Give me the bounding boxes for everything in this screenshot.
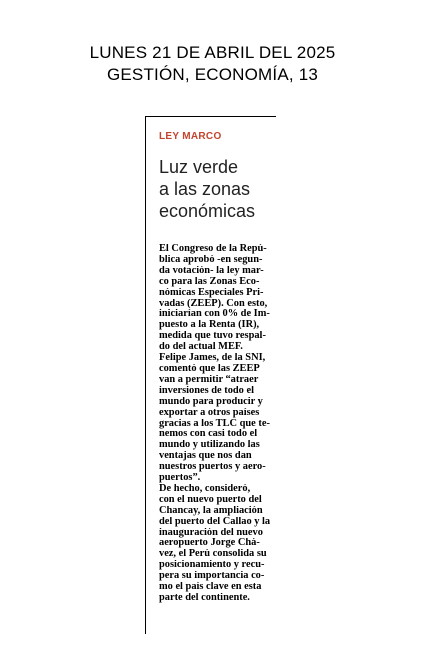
body-line: gracias a los TLC que te- [159,418,270,429]
body-line: pera su importancia co- [159,571,265,582]
clipping-header [0,42,425,86]
news-article [159,130,275,604]
article-body [159,244,275,604]
body-line: iniciarían con 0% de Im- [159,309,270,320]
headline-line: Luz verde [159,157,239,177]
body-line: van a permitir “atraer [159,374,259,385]
body-line: posicionamiento y recu- [159,560,265,571]
body-line: parte del continente. [159,593,250,603]
body-line: aeropuerto Jorge Chá- [159,538,260,549]
body-line: co para las Zonas Eco- [159,276,260,287]
body-line: mundo y utilizando las [159,440,260,451]
body-line: nómicas Especiales Pri- [159,287,264,298]
body-line: El Congreso de la Repú- [159,244,267,254]
body-line: Chancay, la ampliación [159,505,263,516]
body-line: vez, el Perú consolida su [159,549,267,560]
body-line: con el nuevo puerto del [159,494,262,505]
body-line: da votación- la ley mar- [159,265,264,276]
body-line: inauguración del nuevo [159,527,263,538]
body-line: comentó que las ZEEP [159,363,260,374]
body-line: puesto a la Renta (IR), [159,320,260,331]
publication-date: LUNES 21 DE ABRIL DEL 2025 [89,43,336,62]
body-line: medida que tuvo respal- [159,331,266,342]
headline-line: económicas [159,201,256,221]
article-headline [159,156,275,222]
column-rule [145,116,146,634]
body-line: ventajas que nos dan [159,451,252,462]
body-line: inversiones de todo el [159,385,254,396]
body-line: do del actual MEF. [159,342,243,353]
body-line: del puerto del Callao y la [159,516,271,527]
body-line: mo el país clave en esta [159,582,262,593]
body-line: nemos con casi todo el [159,429,258,440]
body-line: De hecho, consideró, [159,483,251,494]
body-line: mundo para producir y [159,396,263,407]
body-line: blica aprobó -en segun- [159,254,263,265]
publication-source: GESTIÓN, ECONOMÍA, 13 [106,65,319,84]
body-line: exportar a otros países [159,407,260,418]
top-rule [145,116,276,117]
article-kicker: LEY MARCO [159,131,222,142]
body-line: puertos”. [159,473,201,484]
body-line: vadas (ZEEP). Con esto, [159,298,268,309]
body-line: Felipe James, de la SNI, [159,353,266,364]
body-line: nuestros puertos y aero- [159,462,266,473]
headline-line: a las zonas [159,179,251,199]
